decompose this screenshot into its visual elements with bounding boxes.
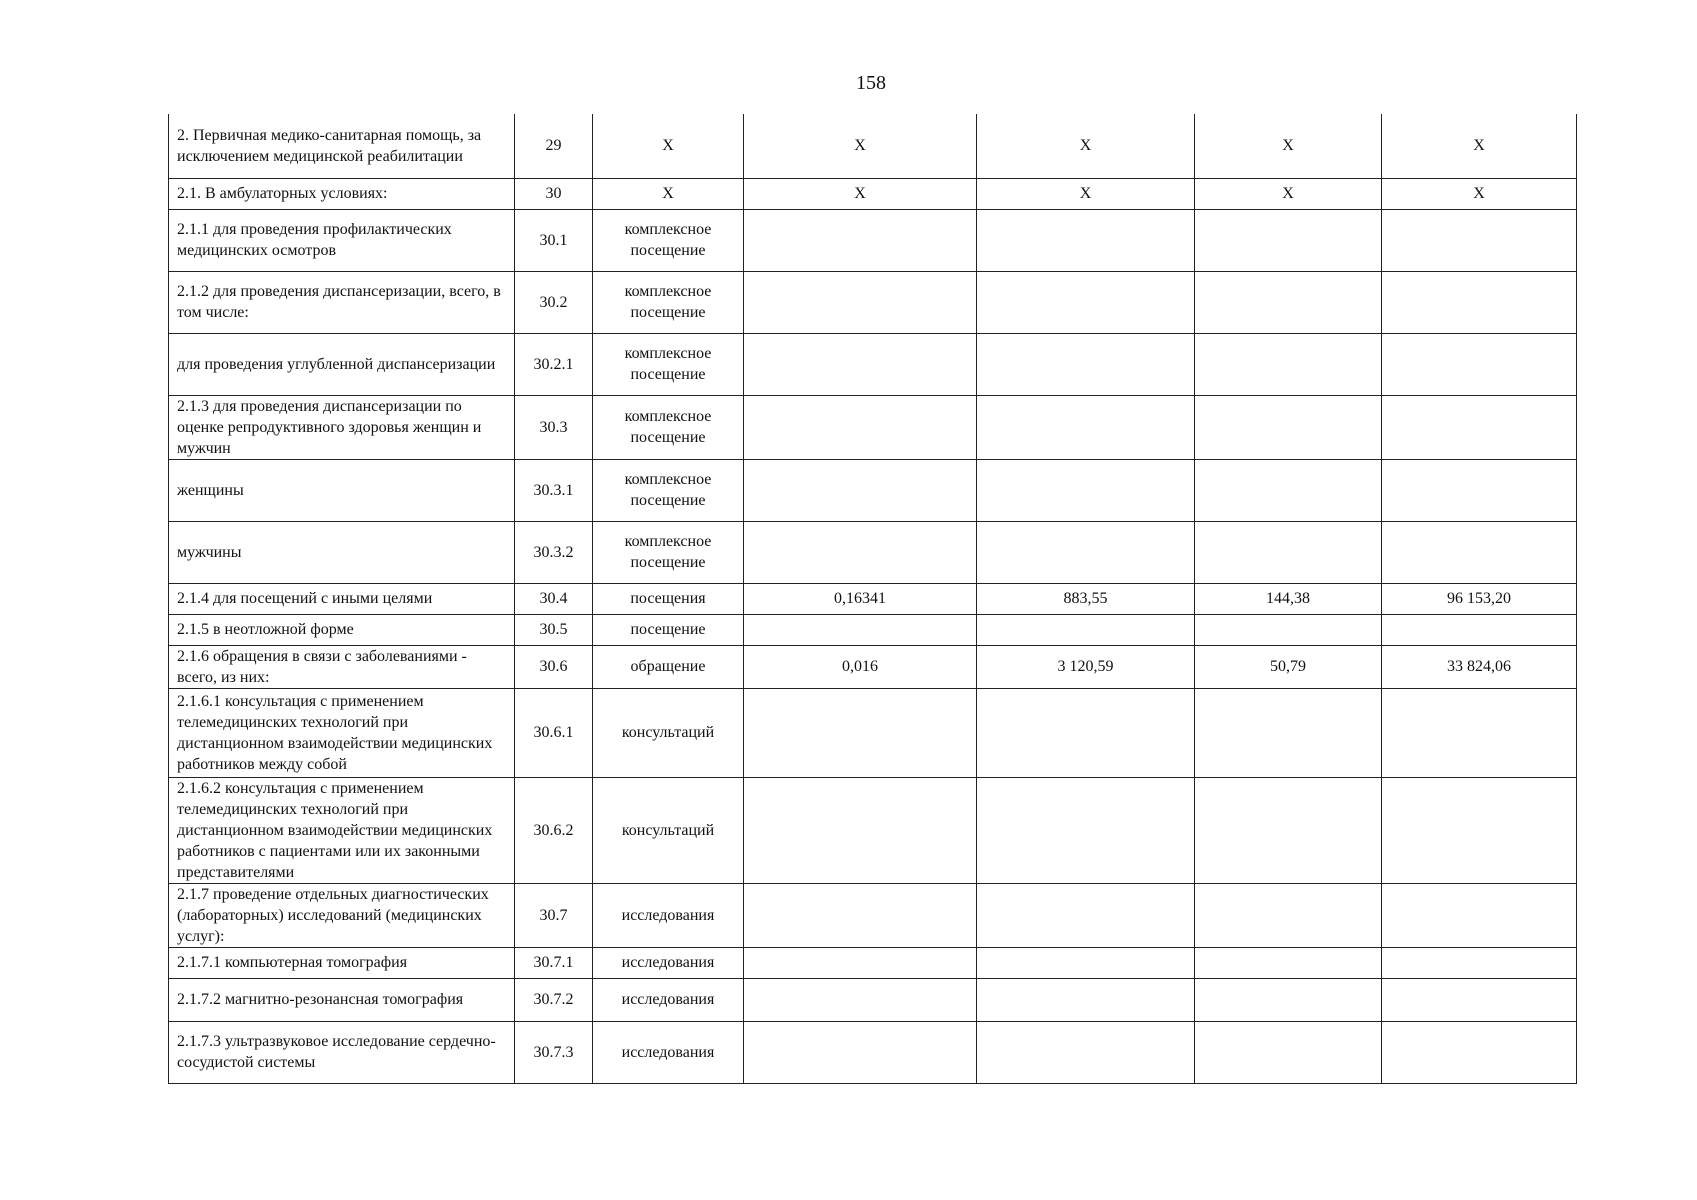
table-row (169, 1021, 1577, 1083)
row-code-cell: 30 (515, 178, 593, 209)
row-value-1-cell (744, 688, 977, 777)
row-value-1-cell: 0,016 (744, 645, 977, 688)
row-name-cell: 2.1.3 для проведения диспансеризации по оценке репродуктивного здоровья женщин и мужчин (169, 395, 515, 459)
row-value-1-cell (744, 777, 977, 883)
table-row (169, 883, 1577, 947)
table-row (169, 333, 1577, 395)
row-name-cell: 2.1.4 для посещений с иными целями (169, 583, 515, 614)
row-value-2-cell (977, 777, 1195, 883)
row-value-4-cell (1382, 459, 1577, 521)
row-value-4-cell (1382, 614, 1577, 645)
row-unit-cell: комплексное посещение (593, 395, 744, 459)
row-value-2-cell: 3 120,59 (977, 645, 1195, 688)
row-value-4-cell (1382, 271, 1577, 333)
row-value-1-cell: Х (744, 178, 977, 209)
row-value-3-cell (1195, 947, 1382, 978)
table-row (169, 614, 1577, 645)
row-name-cell: 2.1.7.3 ультразвуковое исследование сердечно-сосудистой системы (169, 1021, 515, 1083)
row-code-cell: 30.7 (515, 883, 593, 947)
row-value-1-cell (744, 271, 977, 333)
row-value-3-cell (1195, 521, 1382, 583)
table-row (169, 459, 1577, 521)
row-value-1-cell (744, 1021, 977, 1083)
row-unit-cell: посещение (593, 614, 744, 645)
page-number: 158 (856, 72, 886, 94)
row-value-4-cell (1382, 1021, 1577, 1083)
row-unit-cell: комплексное посещение (593, 271, 744, 333)
row-value-4-cell: 96 153,20 (1382, 583, 1577, 614)
row-value-4-cell (1382, 521, 1577, 583)
row-value-2-cell (977, 271, 1195, 333)
table-row (169, 583, 1577, 614)
row-value-3-cell (1195, 978, 1382, 1021)
row-value-3-cell (1195, 333, 1382, 395)
row-code-cell: 29 (515, 114, 593, 178)
row-code-cell: 30.7.1 (515, 947, 593, 978)
row-unit-cell: консультаций (593, 777, 744, 883)
row-value-2-cell: Х (977, 178, 1195, 209)
row-name-cell: 2.1.6.1 консультация с применением телемедицинских технологий при дистанционном взаимодействии медицинских работников между собой (169, 688, 515, 777)
row-value-3-cell: 144,38 (1195, 583, 1382, 614)
row-value-2-cell (977, 209, 1195, 271)
table-row (169, 209, 1577, 271)
row-code-cell: 30.2 (515, 271, 593, 333)
row-unit-cell: Х (593, 114, 744, 178)
row-code-cell: 30.7.2 (515, 978, 593, 1021)
row-name-cell: 2.1. В амбулаторных условиях: (169, 178, 515, 209)
row-code-cell: 30.6.2 (515, 777, 593, 883)
row-unit-cell: Х (593, 178, 744, 209)
row-unit-cell: исследования (593, 947, 744, 978)
row-value-4-cell (1382, 209, 1577, 271)
row-value-3-cell (1195, 395, 1382, 459)
row-unit-cell: исследования (593, 978, 744, 1021)
row-unit-cell: исследования (593, 1021, 744, 1083)
row-value-3-cell (1195, 1021, 1382, 1083)
row-value-2-cell (977, 947, 1195, 978)
row-value-2-cell (977, 395, 1195, 459)
row-code-cell: 30.6.1 (515, 688, 593, 777)
row-value-4-cell (1382, 777, 1577, 883)
row-unit-cell: комплексное посещение (593, 333, 744, 395)
row-name-cell: 2.1.6.2 консультация с применением телемедицинских технологий при дистанционном взаимодействии медицинских работников с пациентами или их законными представителями (169, 777, 515, 883)
row-value-4-cell: Х (1382, 178, 1577, 209)
row-value-1-cell (744, 333, 977, 395)
row-name-cell: мужчины (169, 521, 515, 583)
row-code-cell: 30.3.2 (515, 521, 593, 583)
row-code-cell: 30.3.1 (515, 459, 593, 521)
table-row (169, 271, 1577, 333)
row-value-1-cell (744, 614, 977, 645)
row-code-cell: 30.7.3 (515, 1021, 593, 1083)
row-value-4-cell: 33 824,06 (1382, 645, 1577, 688)
row-value-1-cell (744, 209, 977, 271)
row-value-3-cell: 50,79 (1195, 645, 1382, 688)
table-row (169, 114, 1577, 178)
row-name-cell: 2.1.7 проведение отдельных диагностических (лабораторных) исследований (медицинских услуг): (169, 883, 515, 947)
row-name-cell: 2.1.7.2 магнитно-резонансная томография (169, 978, 515, 1021)
row-value-2-cell (977, 883, 1195, 947)
table-row (169, 777, 1577, 883)
row-value-2-cell (977, 459, 1195, 521)
row-value-4-cell (1382, 947, 1577, 978)
row-name-cell: 2.1.7.1 компьютерная томография (169, 947, 515, 978)
row-value-1-cell (744, 883, 977, 947)
row-value-3-cell (1195, 209, 1382, 271)
table-row (169, 395, 1577, 459)
row-code-cell: 30.3 (515, 395, 593, 459)
row-value-2-cell (977, 333, 1195, 395)
row-value-1-cell (744, 459, 977, 521)
row-value-3-cell: Х (1195, 114, 1382, 178)
row-unit-cell: комплексное посещение (593, 521, 744, 583)
row-name-cell: для проведения углубленной диспансеризации (169, 333, 515, 395)
row-value-4-cell (1382, 688, 1577, 777)
table-body (169, 114, 1577, 1083)
row-code-cell: 30.6 (515, 645, 593, 688)
row-name-cell: женщины (169, 459, 515, 521)
row-value-2-cell (977, 688, 1195, 777)
row-value-2-cell (977, 978, 1195, 1021)
data-table (168, 114, 1577, 1084)
table-row (169, 178, 1577, 209)
row-value-4-cell (1382, 395, 1577, 459)
row-unit-cell: исследования (593, 883, 744, 947)
row-name-cell: 2.1.1 для проведения профилактических медицинских осмотров (169, 209, 515, 271)
row-value-3-cell (1195, 271, 1382, 333)
row-value-3-cell (1195, 777, 1382, 883)
table-row (169, 645, 1577, 688)
row-name-cell: 2.1.2 для проведения диспансеризации, всего, в том числе: (169, 271, 515, 333)
row-value-3-cell (1195, 688, 1382, 777)
row-value-3-cell (1195, 883, 1382, 947)
row-value-1-cell (744, 521, 977, 583)
row-value-4-cell (1382, 978, 1577, 1021)
row-value-2-cell (977, 1021, 1195, 1083)
table-row (169, 688, 1577, 777)
row-value-1-cell (744, 395, 977, 459)
row-code-cell: 30.2.1 (515, 333, 593, 395)
row-value-3-cell (1195, 459, 1382, 521)
row-unit-cell: обращение (593, 645, 744, 688)
row-value-1-cell (744, 947, 977, 978)
table-row (169, 978, 1577, 1021)
row-name-cell: 2.1.5 в неотложной форме (169, 614, 515, 645)
row-value-3-cell: Х (1195, 178, 1382, 209)
row-value-1-cell: 0,16341 (744, 583, 977, 614)
row-code-cell: 30.5 (515, 614, 593, 645)
row-unit-cell: комплексное посещение (593, 459, 744, 521)
row-name-cell: 2.1.6 обращения в связи с заболеваниями - всего, из них: (169, 645, 515, 688)
row-unit-cell: посещения (593, 583, 744, 614)
row-value-2-cell (977, 614, 1195, 645)
row-name-cell: 2. Первичная медико-санитарная помощь, за исключением медицинской реабилитации (169, 114, 515, 178)
row-value-4-cell (1382, 333, 1577, 395)
row-value-1-cell: Х (744, 114, 977, 178)
row-unit-cell: комплексное посещение (593, 209, 744, 271)
row-value-4-cell: Х (1382, 114, 1577, 178)
row-value-1-cell (744, 978, 977, 1021)
row-code-cell: 30.1 (515, 209, 593, 271)
row-value-4-cell (1382, 883, 1577, 947)
table-row (169, 947, 1577, 978)
row-unit-cell: консультаций (593, 688, 744, 777)
table-row (169, 521, 1577, 583)
row-code-cell: 30.4 (515, 583, 593, 614)
row-value-3-cell (1195, 614, 1382, 645)
row-value-2-cell: 883,55 (977, 583, 1195, 614)
row-value-2-cell: Х (977, 114, 1195, 178)
row-value-2-cell (977, 521, 1195, 583)
